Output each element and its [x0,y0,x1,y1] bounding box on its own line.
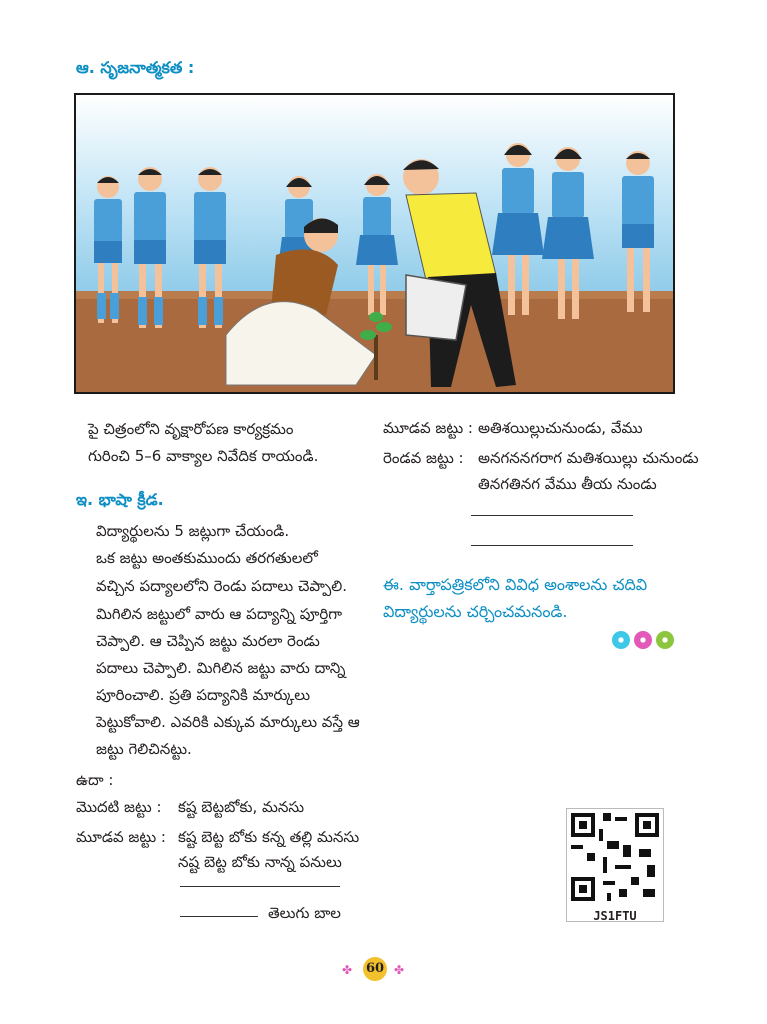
section-i-line: పూరించాలి. ప్రతి పద్యానికి మార్కులు [96,686,311,704]
ornament-left-icon: ✤ [342,963,353,977]
example-label: ఉదా : [76,771,114,789]
page-number: 60 [363,957,387,981]
section-ee-line1: ఈ. వార్తాపత్రికలోని వివిధ అంశాలను చదివి [383,575,648,594]
tree-planting-illustration [74,93,675,394]
section-i-line: పదాలు చెప్పాలి. మిగిలిన జట్టు వారు దాన్ని [96,659,346,677]
section-i-line: పెట్టుకోవాలి. ఎవరికి ఎక్కువ మార్కులు వస్తే ఆ [96,713,360,731]
section-i-line: జట్టు గెలిచినట్టు. [96,740,192,758]
section-i-line: వచ్చిన పద్యాలలోని రెండు పదాలు చెప్పాలి. [96,577,348,595]
right-row3-value: తినగతినగ వేము తీయ నుండు [478,475,657,493]
blank-line [471,545,633,546]
ornament-right-icon: ✤ [394,963,405,977]
right-row1-label: మూడవ జట్టు : [383,419,473,437]
flower-icon-blue [612,631,630,649]
example-row5-value: తెలుగు బాల [268,904,341,922]
qr-code-pattern [567,809,663,905]
section-i-line: ఒక జట్టు అంతకుముందు తరగతులలో [96,549,318,567]
qr-code[interactable] [566,808,664,922]
blank-line [180,886,340,887]
blank-line-short [180,916,258,917]
example-row1-label: మొదటి జట్టు : [76,798,162,816]
example-row2-value: కష్ట బెట్ట బోకు కన్న తల్లి మనసు [178,828,360,846]
qr-code-label: JS1FTU [593,909,637,923]
flower-icon-pink [634,631,652,649]
section-i-line: విద్యార్థులను 5 జట్లుగా చేయండి. [96,522,290,540]
section-i-heading: ఇ. భాషా క్రీడ. [76,490,164,509]
section-a-heading: ఆ. సృజనాత్మకత : [76,58,195,77]
section-i-line: మిగిలిన జట్టులో వారు ఆ పద్యాన్ని పూర్తిగా [96,605,343,623]
right-row2-label: రెండవ జట్టు : [383,449,464,467]
example-row2-label: మూడవ జట్టు : [76,828,166,846]
flower-icon-green [656,631,674,649]
example-row1-value: కష్ట బెట్టబోకు, మనసు [178,798,305,816]
section-a-task-line2: గురించి 5–6 వాక్యాల నివేదిక రాయండి. [88,447,319,465]
example-row3-value: నష్ట బెట్ట బోకు నాన్న పనులు [178,853,342,871]
section-a-task-line1: పై చిత్రంలోని వృక్షారోపణ కార్యక్రమం [88,420,294,438]
section-i-line: చెప్పాలి. ఆ చెప్పిన జట్టు మరలా రెండు [96,632,320,650]
section-ee-line2: విద్యార్థులను చర్చించమనండి. [383,602,568,621]
blank-line [471,515,633,516]
right-row1-value: అతిశయిల్లుచునుండు, వేము [478,419,643,437]
right-row2-value: అనగననగరాగ మతిశయిల్లు చునుండు [478,449,699,467]
